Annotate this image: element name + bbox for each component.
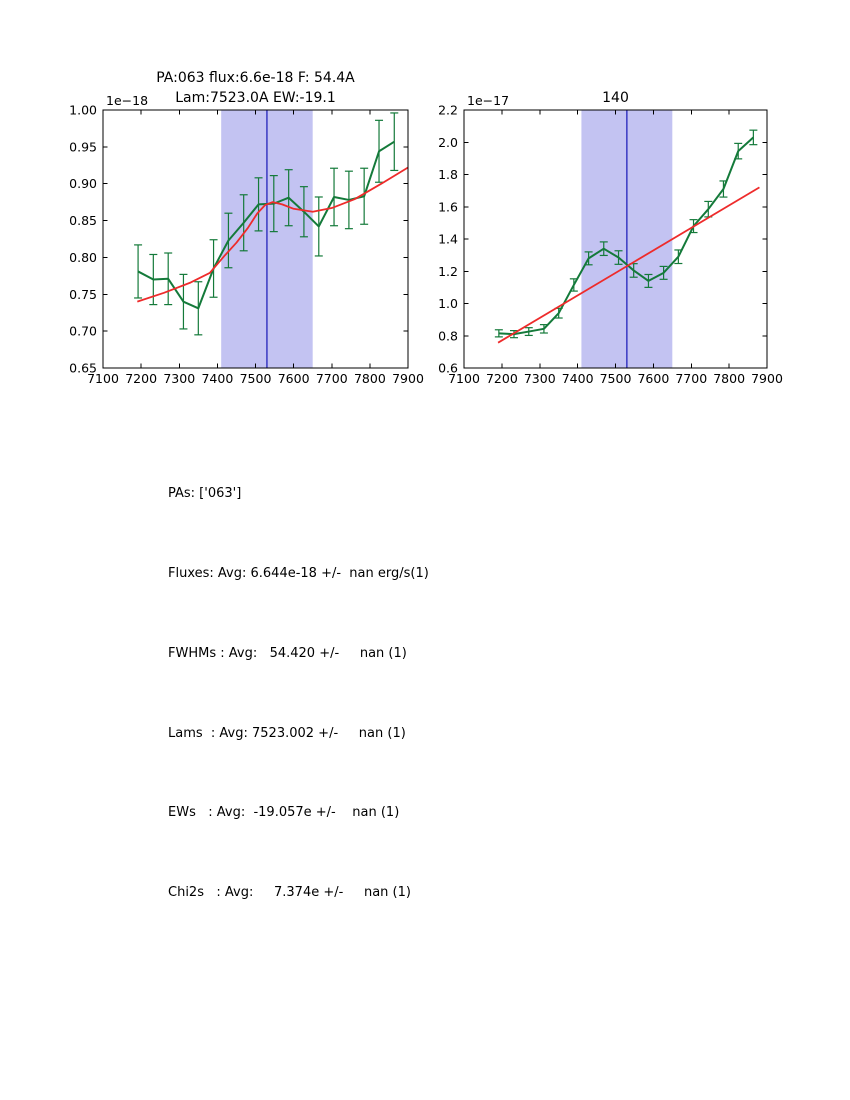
x-tick-label: 7500	[239, 371, 272, 386]
y-tick-label: 0.75	[69, 286, 97, 302]
y-tick-label: 1.0	[438, 296, 458, 311]
x-tick-label: 7700	[675, 371, 708, 386]
y-tick-label: 0.6	[438, 360, 458, 376]
right-plot-y-offset-label: 1e−17	[467, 93, 510, 108]
stats-fluxes: Fluxes: Avg: 6.644e-18 +/- nan erg/s(1)	[168, 565, 429, 581]
right-plot-title-text: 140	[602, 90, 629, 106]
y-tick-label: 1.2	[438, 263, 458, 279]
x-tick-label: 7800	[713, 371, 746, 386]
stats-ews: EWs : Avg: -19.057e +/- nan (1)	[168, 805, 400, 821]
left-plot-title-line2: Lam:7523.0A EW:-19.1	[175, 90, 336, 106]
x-tick-label: 7200	[125, 371, 158, 386]
stats-lams: Lams : Avg: 7523.002 +/- nan (1)	[168, 725, 406, 741]
left-plot-y-offset-label: 1e−18	[106, 93, 149, 108]
y-tick-label: 0.80	[69, 249, 97, 265]
x-tick-label: 7800	[353, 371, 386, 386]
stats-fwhms: FWHMs : Avg: 54.420 +/- nan (1)	[168, 645, 407, 661]
y-tick-label: 0.8	[438, 328, 458, 344]
x-tick-label: 7500	[599, 371, 632, 386]
y-tick-label: 1.4	[438, 231, 458, 247]
x-tick-label: 7600	[637, 371, 670, 386]
x-tick-label: 7600	[277, 371, 310, 386]
y-tick-label: 1.6	[438, 199, 458, 215]
x-tick-label: 7200	[485, 371, 518, 386]
x-tick-label: 7100	[87, 371, 119, 386]
y-tick-label: 0.65	[69, 360, 97, 376]
left-spectrum-plot	[60, 95, 430, 395]
y-tick-label: 0.70	[69, 323, 97, 339]
x-tick-label: 7900	[751, 371, 783, 386]
stats-chi2s: Chi2s : Avg: 7.374e +/- nan (1)	[168, 885, 411, 901]
y-tick-label: 0.90	[69, 176, 97, 192]
y-tick-label: 1.8	[438, 167, 458, 182]
x-tick-label: 7100	[448, 371, 480, 386]
y-tick-label: 0.95	[69, 139, 97, 155]
x-tick-label: 7400	[561, 371, 594, 386]
stats-block	[168, 428, 429, 960]
right-spectrum-plot	[421, 95, 791, 395]
stats-pas: PAs: ['063']	[168, 486, 242, 502]
x-tick-label: 7900	[392, 371, 424, 386]
y-tick-label: 1.00	[69, 102, 97, 118]
y-tick-label: 2.0	[438, 134, 458, 150]
left-plot-title-line1: PA:063 flux:6.6e-18 F: 54.4A	[156, 70, 355, 86]
x-tick-label: 7700	[315, 371, 348, 386]
x-tick-label: 7300	[523, 371, 556, 386]
y-tick-label: 0.85	[69, 213, 97, 229]
y-tick-label: 2.2	[438, 102, 458, 118]
x-tick-label: 7300	[163, 371, 196, 386]
x-tick-label: 7400	[201, 371, 234, 386]
